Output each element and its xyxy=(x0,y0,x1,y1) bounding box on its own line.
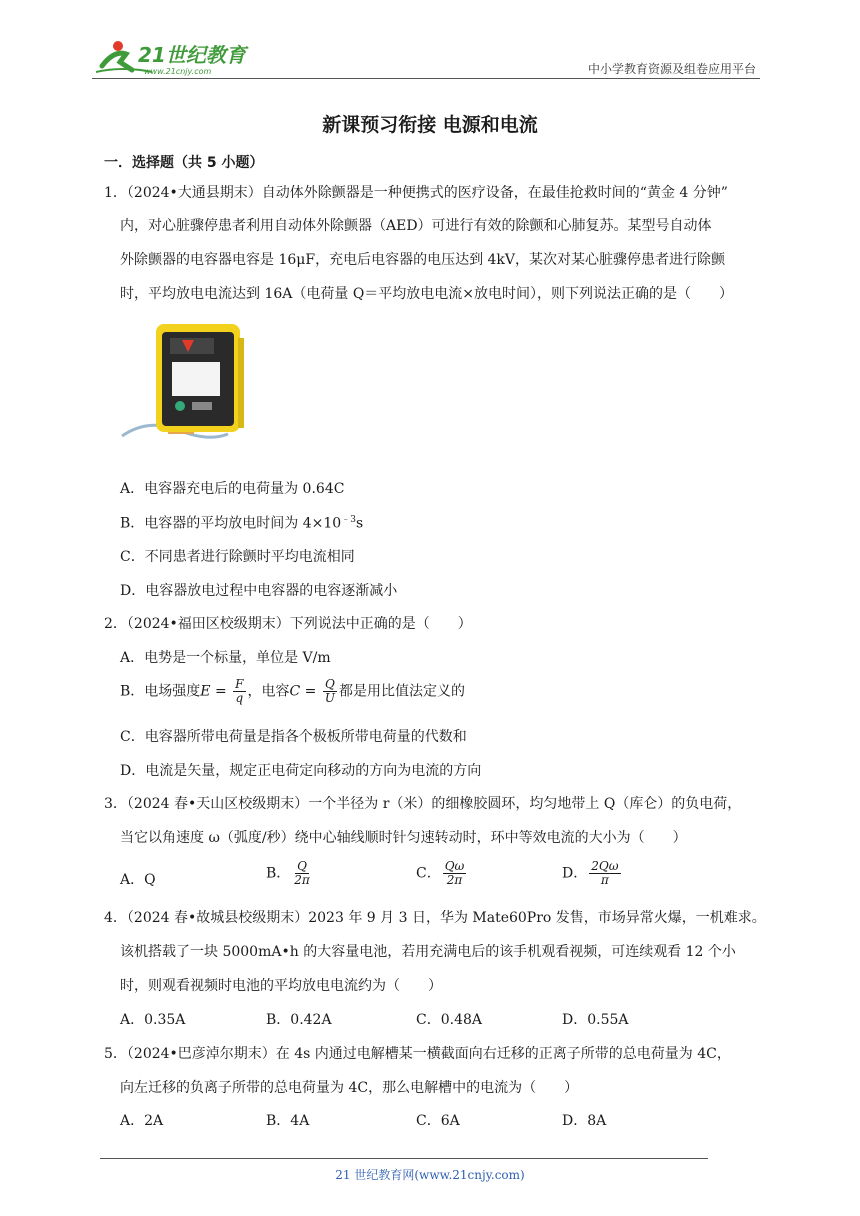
q3-option-d-denominator: π xyxy=(600,873,609,887)
q1-line-3: 外除颤器的电容器电容是 16μF，充电后电容器的电压达到 4kV，某次对某心脏骤停患者进行除颤 xyxy=(120,252,726,268)
q5-line-1: 5．（2024•巴彦淖尔期末）在 4s 内通过电解槽某一横截面向右迁移的正离子所带的总电荷量为 4C， xyxy=(104,1046,731,1062)
q4-option-c: C．0.48A xyxy=(416,1012,482,1028)
q3-option-d-label: D． xyxy=(562,865,588,882)
q2-option-b-suffix: 都是用比值法定义的 xyxy=(338,683,465,700)
q4-line-3: 时，则观看视频时电池的平均放电电流约为（ ） xyxy=(120,978,442,994)
q3-option-b-fraction xyxy=(292,860,312,887)
q2-equals-1: = xyxy=(210,683,232,700)
q2-option-b-mid: ，电容 xyxy=(247,683,290,700)
q5-option-d: D．8A xyxy=(562,1113,607,1129)
q3-option-c-fraction xyxy=(443,860,467,887)
page-title: 新课预习衔接 电源和电流 xyxy=(322,114,538,136)
q2-capacitance-fraction xyxy=(323,678,337,705)
q1-option-c: C．不同患者进行除颤时平均电流相同 xyxy=(120,549,355,565)
q5-line-2: 向左迁移的负离子所带的总电荷量为 4C，那么电解槽中的电流为（ ） xyxy=(120,1080,579,1096)
q5-option-c: C．6A xyxy=(416,1113,460,1129)
q2-option-b-prefix: B．电场强度 xyxy=(120,683,201,700)
q5-option-b: B．4A xyxy=(266,1113,310,1129)
q2-stem: 2．（2024•福田区校级期末）下列说法中正确的是（ ） xyxy=(104,616,472,632)
q4-line-2: 该机搭载了一块 5000mA•h 的大容量电池，若用充满电后的该手机观看视频，可连续观看 12 个小 xyxy=(120,944,736,960)
q4-option-a: A．0.35A xyxy=(120,1012,186,1028)
q3-line-2: 当它以角速度 ω（弧度/秒）绕中心轴线顺时针匀速转动时，环中等效电流的大小为（ ） xyxy=(120,830,687,846)
q2-c-symbol: C xyxy=(289,683,301,700)
q1-option-a: A．电容器充电后的电荷量为 0.64C xyxy=(120,481,345,497)
q3-option-a: A．Q xyxy=(120,872,156,888)
q1-option-d: D．电容器放电过程中电容器的电容逐渐减小 xyxy=(120,583,398,599)
q1-line-4: 时，平均放电电流达到 16A（电荷量 Q＝平均放电电流×放电时间），则下列说法正确的是（ ） xyxy=(120,286,734,302)
q5-option-a: A．2A xyxy=(120,1113,164,1129)
q2-option-c: C．电容器所带电荷量是指各个极板所带电荷量的代数和 xyxy=(120,729,467,745)
q3-option-b-label: B． xyxy=(266,865,291,882)
q2-option-d: D．电流是矢量，规定正电荷定向移动的方向为电流的方向 xyxy=(120,763,482,779)
q2-equals-2: = xyxy=(300,683,321,700)
section-heading: 一．选择题（共 5 小题） xyxy=(104,155,264,171)
q3-option-c-label: C． xyxy=(416,865,441,882)
logo-url: www.21cnjy.com xyxy=(144,67,212,76)
q4-line-1: 4．（2024 春•故城县校级期末）2023 年 9 月 3 日，华为 Mate60Pro 发售，市场异常火爆，一机难求。 xyxy=(104,910,766,926)
q2-field-numerator: F xyxy=(235,677,244,691)
header-platform-text: 中小学教育资源及组卷应用平台 xyxy=(587,62,756,76)
q1-option-b-unit: s xyxy=(355,515,364,532)
q1-option-b xyxy=(120,512,363,533)
q1-option-b-text: B．电容器的平均放电时间为 4×10 xyxy=(120,515,342,532)
q2-option-b xyxy=(120,678,465,705)
q3-option-d-numerator: 2Qω xyxy=(591,859,619,873)
site-logo xyxy=(92,36,262,78)
q3-option-d xyxy=(562,860,623,887)
q3-option-d-fraction xyxy=(589,860,620,887)
q3-option-c-numerator: Qω xyxy=(444,859,465,873)
q4-option-b: B．0.42A xyxy=(266,1012,332,1028)
footer-link[interactable]: 21 世纪教育网(www.21cnjy.com) xyxy=(335,1168,525,1182)
q2-capacitance-numerator: Q xyxy=(325,677,335,691)
q2-field-fraction xyxy=(233,678,245,705)
q1-line-2: 内，对心脏骤停患者利用自动体外除颤器（AED）可进行有效的除颤和心肺复苏。某型号自动体 xyxy=(120,218,712,234)
q3-option-b xyxy=(266,860,314,887)
q3-option-b-numerator: Q xyxy=(297,859,307,873)
q4-option-d: D．0.55A xyxy=(562,1012,629,1028)
q3-line-1: 3．（2024 春•天山区校级期末）一个半径为 r（米）的细橡胶圆环，均匀地带上 Q（库仑）的负电荷， xyxy=(104,796,742,812)
q3-option-b-denominator: 2π xyxy=(294,873,310,887)
q1-line-1: 1．（2024•大通县期末）自动体外除颤器是一种便携式的医疗设备，在最佳抢救时间的“黄金 4 分钟” xyxy=(104,185,728,201)
q3-option-c-denominator: 2π xyxy=(446,873,463,887)
logo-text: 21世纪教育 xyxy=(138,43,246,67)
q1-option-b-exponent: ﹣3 xyxy=(341,515,356,525)
q2-e-symbol: E xyxy=(200,683,211,700)
q2-option-a: A．电势是一个标量，单位是 V/m xyxy=(120,650,331,666)
q2-capacitance-denominator: U xyxy=(324,691,335,705)
aed-device-image xyxy=(118,318,248,450)
q3-option-c xyxy=(416,860,468,887)
header-divider xyxy=(92,78,760,79)
footer-divider xyxy=(100,1158,708,1159)
q2-field-denominator: q xyxy=(235,691,244,705)
